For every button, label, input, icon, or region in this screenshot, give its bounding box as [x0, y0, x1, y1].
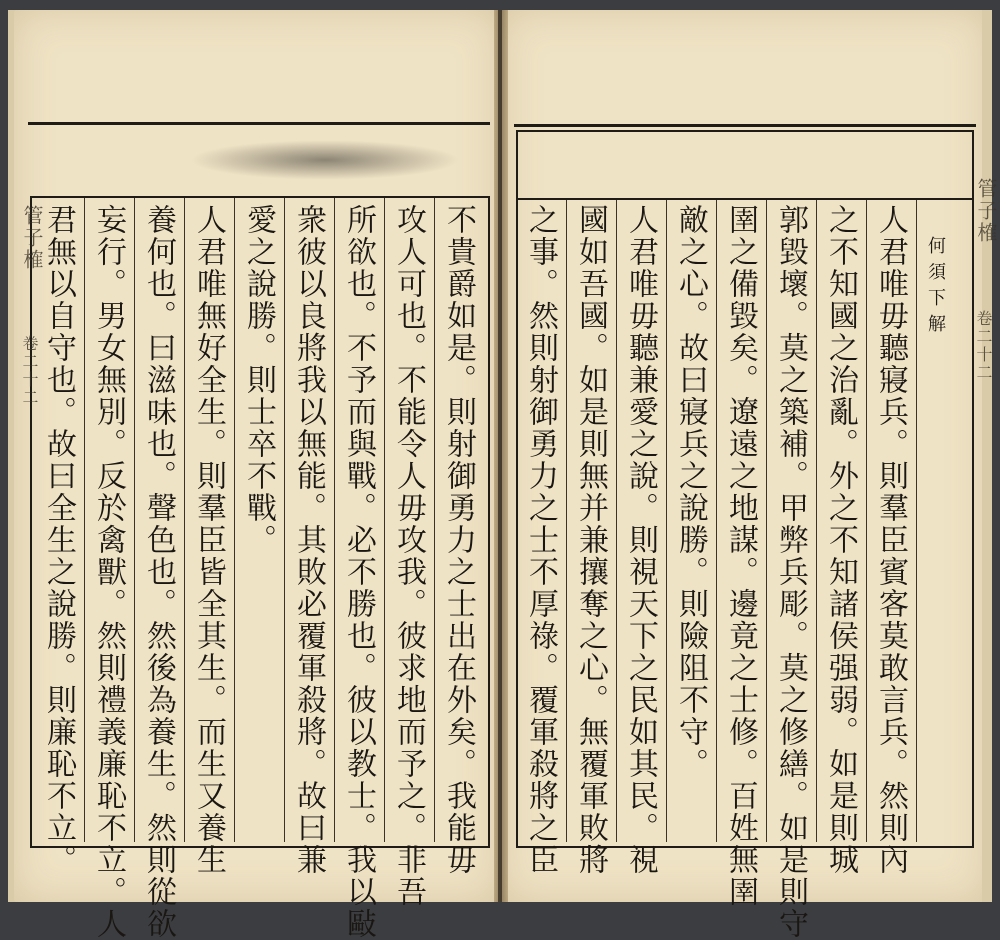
- column-rule: [434, 198, 435, 842]
- column-rule: [766, 200, 767, 842]
- right-col-4: 圉之備毀矣。遼遠之地謀。邊竟之士修。百姓無圉: [723, 204, 758, 908]
- column-rule: [866, 200, 867, 842]
- right-binding-edge: [982, 10, 992, 902]
- left-margin-title: 管子榷: [20, 205, 44, 271]
- column-rule: [184, 198, 185, 842]
- right-col-6: 人君唯毋聽兼愛之說。則視天下之民如其民。視: [623, 204, 658, 876]
- left-col-1: 不貴爵如是。則射御勇力之士出在外矣。我能毋: [441, 204, 476, 876]
- right-margin-volume: 卷二十二: [974, 310, 993, 382]
- right-col-8: 之事。然則射御勇力之士不厚祿。覆軍殺將之臣: [523, 204, 558, 876]
- right-col-7: 國如吾國。如是則無并兼攘奪之心。無覆軍敗將: [573, 204, 608, 876]
- right-header-rule: [514, 124, 976, 127]
- left-col-6: 人君唯無好全生。則羣臣皆全其生。而生又養生: [191, 204, 226, 876]
- left-margin-volume: 卷二十二: [20, 335, 39, 407]
- column-rule: [234, 198, 235, 842]
- left-col-9: 君無以自守也。故曰全生之說勝。則廉恥不立。: [41, 204, 76, 876]
- column-rule: [334, 198, 335, 842]
- right-col-3: 郭毀壞。莫之築補。甲弊兵彫。莫之修繕。如是則守: [773, 204, 808, 940]
- left-col-5: 愛之說勝。則士卒不戰。: [241, 204, 276, 556]
- column-rule: [84, 198, 85, 842]
- ink-smudge: [190, 140, 460, 180]
- left-col-8: 妄行。男女無別。反於禽獸。然則禮義廉恥不立。人: [91, 204, 126, 940]
- left-col-4: 衆彼以良將我以無能。其敗必覆軍殺將。故曰兼: [291, 204, 326, 876]
- column-rule: [566, 200, 567, 842]
- column-rule: [134, 198, 135, 842]
- right-margin-title: 管子榷: [974, 178, 998, 244]
- left-header-rule: [28, 122, 490, 125]
- right-col-2: 之不知國之治亂。外之不知諸侯强弱。如是則城: [823, 204, 858, 876]
- column-rule: [666, 200, 667, 842]
- column-rule: [384, 198, 385, 842]
- right-subtitle: 何須下解: [925, 236, 946, 340]
- column-rule: [816, 200, 817, 842]
- column-rule: [616, 200, 617, 842]
- right-frame-top-rule: [516, 198, 972, 200]
- right-col-5: 敵之心。故曰寢兵之說勝。則險阻不守。: [673, 204, 708, 780]
- book-gutter: [494, 10, 508, 902]
- column-rule: [916, 200, 917, 842]
- right-col-1: 人君唯毋聽寢兵。則羣臣賓客莫敢言兵。然則內: [873, 204, 908, 876]
- left-col-2: 攻人可也。不能令人毋攻我。彼求地而予之。非吾: [391, 204, 426, 908]
- column-rule: [284, 198, 285, 842]
- left-col-3: 所欲也。不予而與戰。必不勝也。彼以教士。我以敺: [341, 204, 376, 940]
- column-rule: [716, 200, 717, 842]
- left-col-7: 養何也。曰滋味也。聲色也。然後為養生。然則從欲: [141, 204, 176, 940]
